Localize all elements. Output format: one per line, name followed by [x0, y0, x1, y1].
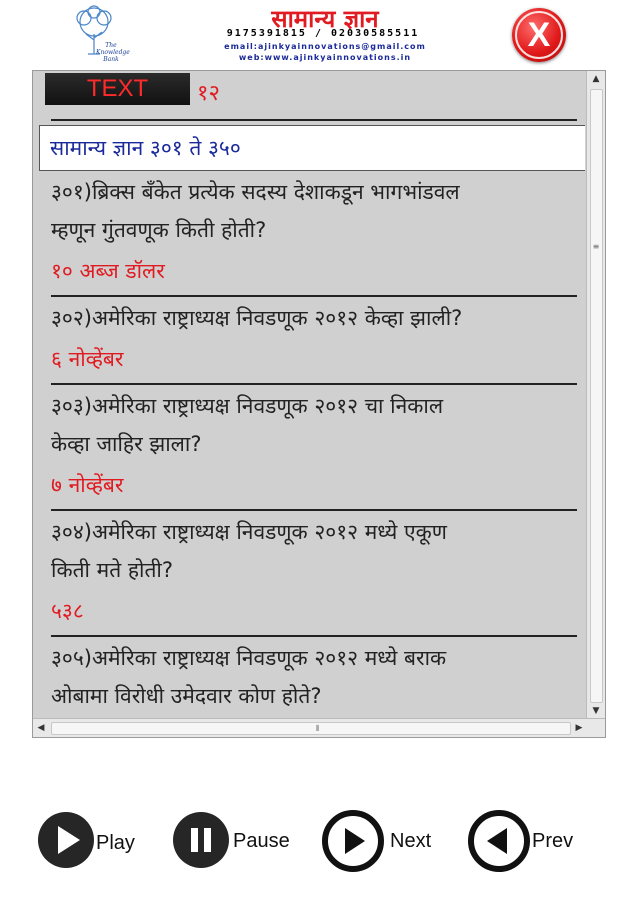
next-icon [322, 810, 384, 872]
question-301-line1: ३०१)ब्रिक्स बँकेत प्रत्येक सदस्य देशाकडून भागभांडवल [51, 180, 460, 204]
pause-label: Pause [233, 830, 290, 852]
question-304-line1: ३०४)अमेरिका राष्ट्राध्यक्ष निवडणूक २०१२ मध्ये एकूण [51, 520, 447, 544]
prev-button[interactable] [468, 812, 598, 872]
prev-icon [468, 810, 530, 872]
content-frame[interactable] [32, 70, 606, 738]
divider [51, 635, 577, 637]
question-301-line2: म्हणून गुंतवणूक किती होती? [51, 218, 267, 242]
answer-303: ७ नोव्हेंबर [51, 473, 124, 497]
prev-label: Prev [532, 830, 574, 852]
pause-icon [173, 812, 229, 868]
divider [51, 295, 577, 297]
pause-button[interactable] [173, 812, 303, 872]
next-label: Next [390, 830, 432, 852]
vertical-scrollbar[interactable] [586, 71, 605, 719]
email-address[interactable]: email:ajinkyainnovations@gmail.com [224, 42, 426, 51]
question-304-line2: किती मते होती? [51, 558, 173, 582]
answer-302: ६ नोव्हेंबर [51, 347, 124, 371]
scroll-down-arrow-icon[interactable]: ▼ [592, 706, 600, 716]
divider [51, 509, 577, 511]
divider [51, 119, 577, 121]
play-label: Play [96, 832, 135, 854]
grip-icon: ≡ [592, 242, 600, 251]
question-305-line1: ३०५)अमेरिका राष्ट्राध्यक्ष निवडणूक २०१२ मध्ये बराक [51, 646, 447, 670]
text-badge: TEXT [45, 73, 190, 105]
play-icon [38, 812, 94, 868]
grip-icon: ⦀ [316, 724, 320, 733]
section-title: सामान्य ज्ञान ३०१ ते ३५० [39, 125, 585, 171]
play-button[interactable] [38, 812, 148, 872]
vertical-scroll-thumb[interactable] [590, 89, 603, 703]
phone-number: 9175391815 / 02030585511 [226, 28, 420, 39]
logo-caption: The Knowledge Bank [96, 42, 130, 63]
scroll-right-arrow-icon[interactable]: ▶ [575, 723, 583, 733]
horizontal-scrollbar[interactable] [33, 718, 605, 737]
horizontal-scroll-thumb[interactable] [51, 722, 571, 735]
question-302-line1: ३०२)अमेरिका राष्ट्राध्यक्ष निवडणूक २०१२ केव्हा झाली? [51, 306, 463, 330]
app-title: सामान्य ज्ञान [271, 5, 379, 33]
text-content [37, 71, 585, 717]
app-header [0, 0, 640, 66]
website-address[interactable]: web:www.ajinkyainnovations.in [238, 53, 412, 62]
page-number: १२ [197, 81, 220, 106]
close-icon: X [527, 16, 551, 54]
scroll-up-arrow-icon[interactable]: ▲ [592, 74, 600, 84]
question-303-line1: ३०३)अमेरिका राष्ट्राध्यक्ष निवडणूक २०१२ चा निकाल [51, 394, 444, 418]
close-button[interactable] [512, 8, 566, 62]
scroll-left-arrow-icon[interactable]: ◀ [37, 723, 45, 733]
answer-301: १० अब्ज डॉलर [51, 259, 165, 283]
next-button[interactable] [322, 812, 452, 872]
answer-304: ५३८ [51, 599, 84, 623]
divider [51, 383, 577, 385]
question-305-line2: ओबामा विरोधी उमेदवार कोण होते? [51, 684, 322, 708]
question-303-line2: केव्हा जाहिर झाला? [51, 432, 202, 456]
